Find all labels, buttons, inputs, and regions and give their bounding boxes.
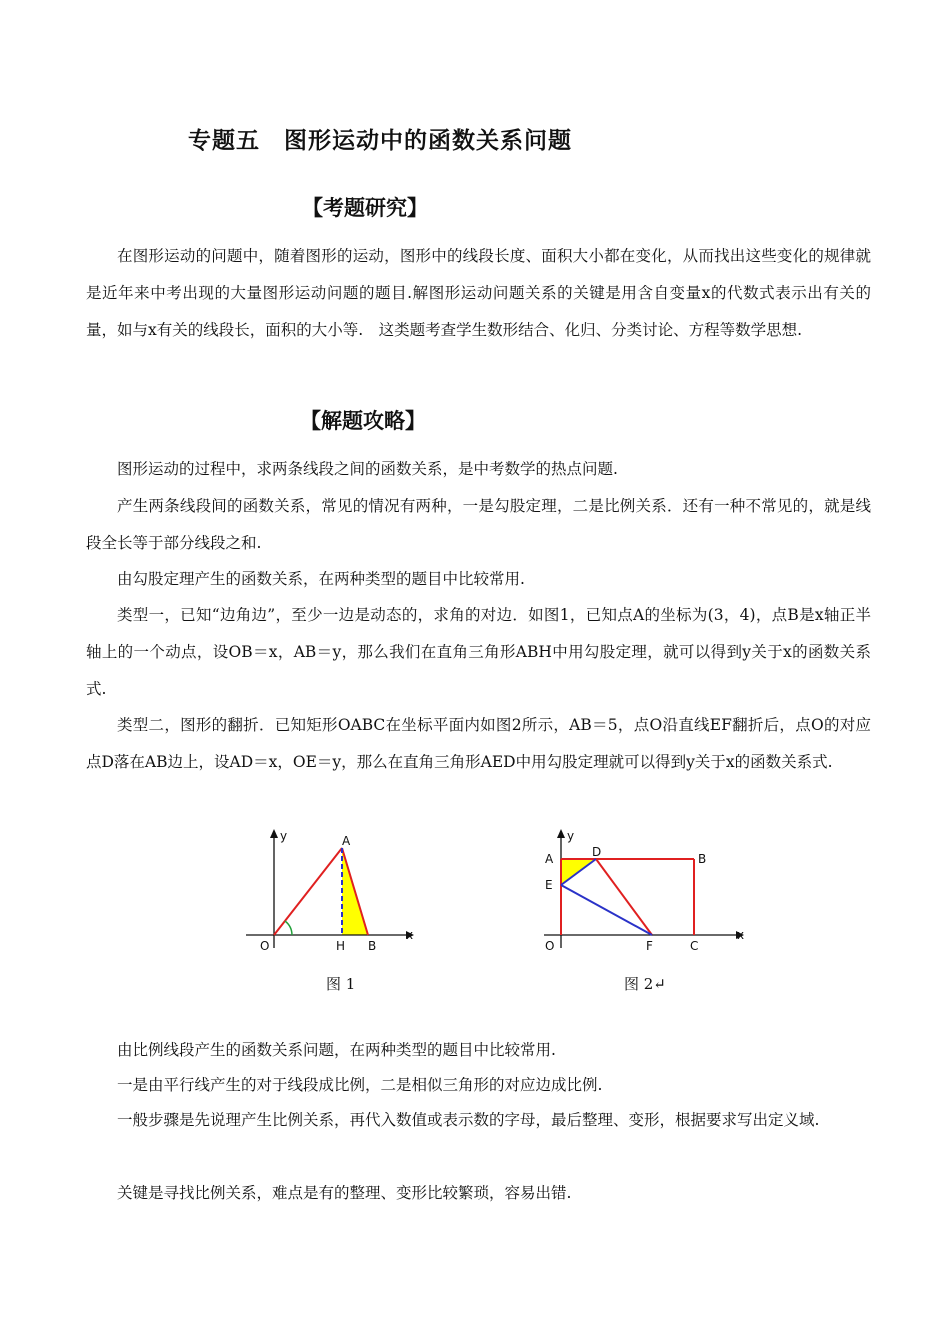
fig2-segment-EF (561, 885, 652, 935)
fig2-label-D: D (592, 845, 602, 859)
fig2-segment-DF (596, 859, 652, 935)
section-heading-strategy: 【解题攻略】 (300, 409, 426, 433)
page-title: 专题五 图形运动中的函数关系问题 (188, 128, 572, 154)
fig1-y-arrow (270, 829, 278, 838)
paragraph-type-one: 类型一，已知“边角边”，至少一边是动态的，求角的对边．如图1，已知点A的坐标为(3，4)，点B是x轴正半轴上的一个动点，设OB＝x，AB＝y，那么我们在直角三角形ABH中用勾股定理，就可以得到y关于x的函数关系式. (86, 606, 871, 698)
fig2-label-C: C (690, 939, 699, 953)
figure-2-caption: 图 2↵ (624, 975, 666, 993)
figure-2 (536, 826, 761, 956)
fig1-label-H: H (336, 939, 346, 953)
fig1-label-y: y (280, 829, 288, 843)
fig2-label-O: O (545, 939, 555, 953)
fig2-label-F: F (646, 939, 653, 953)
fig1-label-O: O (260, 939, 270, 953)
fig2-label-B: B (698, 852, 707, 866)
paragraph-key-point: 关键是寻找比例关系，难点是有的整理、变形比较繁琐，容易出错. (117, 1184, 572, 1202)
section-heading-research: 【考题研究】 (302, 196, 428, 220)
paragraph-two-cases: 产生两条线段间的函数关系，常见的情况有两种，一是勾股定理，二是比例关系．还有一种不常见的，就是线段全长等于部分线段之和. (86, 497, 871, 552)
paragraph-steps: 一般步骤是先说理产生比例关系，再代入数值或表示数的字母，最后整理、变形，根据要求写出定义域. (117, 1111, 820, 1129)
fig2-y-arrow (557, 829, 565, 838)
paragraph-intro: 在图形运动的问题中，随着图形的运动，图形中的线段长度、面积大小都在变化，从而找出这些变化的规律就是近年来中考出现的大量图形运动问题的题目.解图形运动问题关系的关键是用含自变量x的代数式表示出有关的量，如与x有关的线段长，面积的大小等. 这类题考查学生数形结合、化归、分类讨论、方程等数学思想. (86, 247, 871, 339)
fig1-label-x: x (406, 928, 414, 942)
figure-1-caption: 图 1 (326, 975, 356, 993)
paragraph-type-two: 类型二，图形的翻折．已知矩形OABC在坐标平面内如图2所示，AB＝5，点O沿直线EF翻折后，点O的对应点D落在AB边上，设AD＝x，OE＝y，那么在直角三角形AED中用勾股定理就可以得到y关于x的函数关系式. (86, 716, 871, 771)
fig1-label-B: B (368, 939, 377, 953)
paragraph-proportion: 由比例线段产生的函数关系问题，在两种类型的题目中比较常用. (117, 1041, 556, 1059)
paragraph-proportion-types: 一是由平行线产生的对于线段成比例，二是相似三角形的对应边成比例. (117, 1076, 603, 1094)
fig1-label-A: A (342, 834, 351, 848)
fig2-label-y: y (567, 829, 575, 843)
paragraph-pythagorean: 由勾股定理产生的函数关系，在两种类型的题目中比较常用. (117, 570, 525, 588)
figure-1 (238, 826, 418, 956)
paragraph-topic: 图形运动的过程中，求两条线段之间的函数关系，是中考数学的热点问题. (117, 460, 618, 478)
fig2-label-A: A (545, 852, 554, 866)
fig2-label-E: E (545, 878, 553, 892)
fig2-label-x: x (737, 928, 745, 942)
fig1-angle-arc (285, 921, 292, 935)
fig1-segment-OA (274, 848, 342, 935)
